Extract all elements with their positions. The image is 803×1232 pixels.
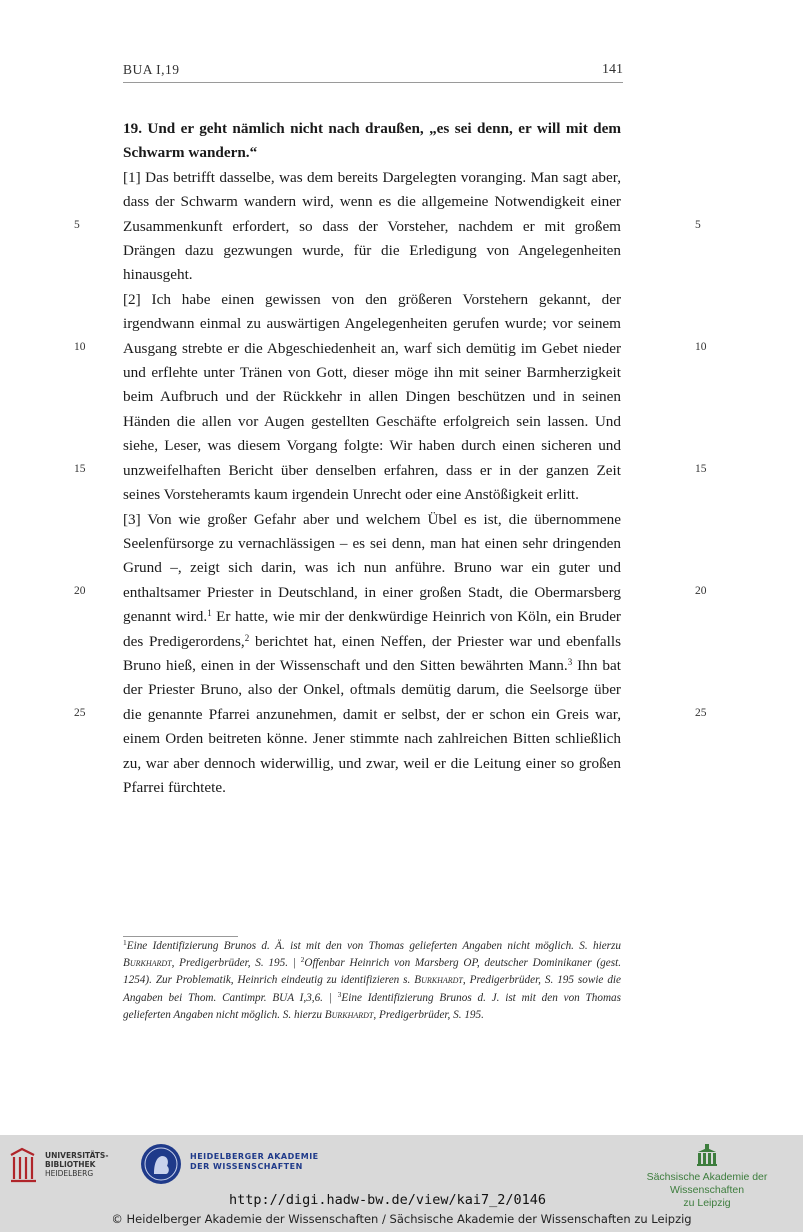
line-number-right-25: 25 — [695, 707, 707, 719]
line-number-right-5: 5 — [695, 219, 701, 231]
footnote-3-author: Burkhardt — [324, 1008, 374, 1021]
line-number-left-25: 25 — [74, 707, 86, 719]
ub-line-1: UNIVERSITÄTS- — [45, 1151, 109, 1160]
permalink-url[interactable]: http://digi.hadw-bw.de/view/kai7_2/0146 — [229, 1192, 546, 1208]
paragraph-3-part-d: Ihn bat der Priester Bruno, also der Onkel, oftmals demütig darum, die Seelsorge über die genannte Pfarrei anzunehmen, damit er selbst, der er schon ein Greis war, einem Orden beitreten könne. Jener stimmte nach zahlreichen Bitten schließlich zu, war aber dennoch widerwillig, und zwar, weil er die Leitung einer so großen Pfarrei fürchtete. — [123, 656, 621, 796]
footnote-2-author: Burkhardt — [414, 974, 463, 987]
ub-line-3: HEIDELBERG — [45, 1169, 94, 1178]
hadw-line-2: DER WISSENSCHAFTEN — [190, 1162, 303, 1171]
footnote-2-text-b: , Predigerbrüder, S. 195 sowie die Angaben bei Thom. Cantimpr. BUA I,3,6. — [123, 974, 621, 1004]
footnote-1-text-a: Eine Identifizierung Brunos d. Ä. ist mit den von Thomas gelieferten Angaben nicht möglich. S. hierzu — [126, 940, 621, 952]
footnote-number-2: 2 — [300, 955, 305, 965]
page-number: 141 — [602, 62, 623, 77]
paragraph-3-part-b: Er hatte, wie mir der denkwürdige Heinrich von Köln, ein Bruder des Predigerordens, — [123, 608, 621, 650]
running-head-left: BUA I,19 — [123, 62, 180, 77]
footnote-ref-3[interactable]: 3 — [567, 656, 573, 667]
footnote-2-text-a: Offenbar Heinrich von Marsberg OP, deutscher Dominikaner (gest. 1254). Zur Problematik, Heinrich eindeutig zu identifizieren s. — [123, 957, 621, 987]
footnote-number-1: 1 — [123, 938, 127, 947]
footnote-1-author: Burkhardt — [123, 957, 172, 970]
footnote-1-text-b: , Predigerbrüder, S. 195. — [171, 957, 289, 970]
section-heading: 19. Und er geht nämlich nicht nach draußen, „es sei denn, er will mit dem Schwarm wandern.“ — [123, 120, 621, 162]
line-number-right-20: 20 — [695, 585, 707, 597]
footnote-separator-1: | — [288, 957, 301, 970]
line-number-left-10: 10 — [74, 341, 86, 353]
academy-medallion-logo-icon[interactable] — [140, 1143, 182, 1185]
saw-line-2: zu Leipzig — [683, 1197, 731, 1209]
footnotes — [123, 938, 621, 1024]
paragraph-2: [2] Ich habe einen gewissen von den größeren Vorstehern gekannt, der irgendwann einmal zu auswärtigen Angelegenheiten gerufen wurde; vor seinem Ausgang strebte er die Abgeschiedenheit an, warf sich demütig im Gebet nieder und erflehte unter Tränen von Gott, dieser möge ihn mit seiner Barmherzigkeit beim Aufbruch und der Rückkehr in allen Dingen beschützen und in seinen Händen die allen vor Augen gestellten Geschäfte erfolgreich sein lassen. Und siehe, Leser, was diesem Vorgang folgte: Wir haben durch einen sicheren und unzweifelhaften Bericht über denselben erfahren, dass er in der ganzen Zeit seines Vorsteheramts kaum irgendein Unrecht oder eine Anstößigkeit erlitt. — [123, 290, 621, 504]
main-text — [123, 117, 621, 800]
line-number-left-20: 20 — [74, 585, 86, 597]
line-number-right-10: 10 — [695, 341, 707, 353]
hadw-line-1: HEIDELBERGER AKADEMIE — [190, 1152, 319, 1161]
university-library-name — [45, 1151, 108, 1178]
line-number-left-15: 15 — [74, 463, 86, 475]
paragraph-1: [1] Das betrifft dasselbe, was dem bereits Dargelegten voranging. Man sagt aber, dass der Schwarm wandern wird, wenn es die allgemeine Notwendigkeit einer Zusammenkunft erfordert, so dass der Vorsteher, nachdem er mit großem Drängen dazu gezwungen wurde, für die Erledigung von Angelegenheiten hinausgeht. — [123, 168, 621, 284]
footnote-ref-2[interactable]: 2 — [244, 632, 250, 643]
footnote-separator-2: | — [322, 991, 338, 1004]
footnote-3-text-b: , Predigerbrüder, S. 195. — [373, 1008, 484, 1021]
paragraph-3-part-c: berichtet hat, einen Neffen, der Priester war und ebenfalls Bruno hieß, einen in der Wissenschaft und den Sitten bewährten Mann. — [123, 632, 621, 674]
heidelberg-academy-name — [190, 1152, 319, 1172]
footnote-divider — [123, 936, 238, 937]
paragraph-3-part-a: [3] Von wie großer Gefahr aber und welchem Übel es ist, die übernommene Seelenfürsorge zu vernachlässigen – es sei denn, man hat einen sehr dringenden Grund –, zeigt sich darin, was ich nun anführe. Bruno war ein guter und enthaltsamer Priester in Deutschland, in einer großen Stadt, die Obermarsberg genannt wird. — [123, 510, 621, 626]
footnote-number-3: 3 — [337, 989, 342, 999]
copyright-notice: © Heidelberger Akademie der Wissenschaften / Sächsische Akademie der Wissenschaften zu Leipzig — [111, 1212, 692, 1226]
paragraph-3 — [123, 508, 621, 801]
footnote-ref-1[interactable]: 1 — [207, 608, 212, 619]
viewer-footer — [0, 1135, 803, 1232]
line-number-right-15: 15 — [695, 463, 707, 475]
line-number-left-5: 5 — [74, 219, 80, 231]
footnote-3-text-a: Eine Identifizierung Brunos d. J. ist mit den von Thomas gelieferten Angaben nicht möglich. S. hierzu — [123, 991, 621, 1021]
saxon-academy-building-logo-icon[interactable] — [696, 1143, 718, 1167]
ub-line-2: BIBLIOTHEK — [45, 1160, 96, 1169]
saw-line-1: Sächsische Akademie der Wissenschaften — [646, 1171, 768, 1196]
running-head — [123, 62, 623, 83]
